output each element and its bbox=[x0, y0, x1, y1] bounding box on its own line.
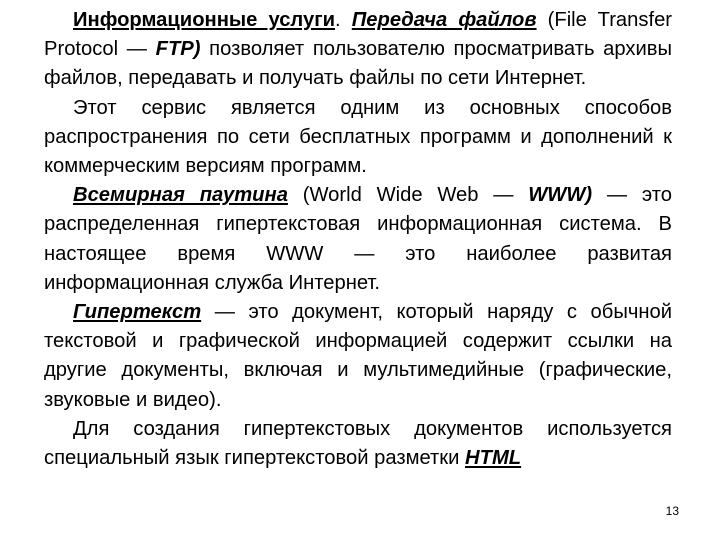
paragraph-www bbox=[44, 181, 672, 298]
www-expansion-text: (World Wide Web — bbox=[287, 184, 529, 207]
paragraph-html bbox=[44, 415, 672, 473]
term-html: HTML bbox=[465, 447, 522, 470]
www-abbreviation: WWW) bbox=[528, 184, 593, 207]
paragraph-service bbox=[44, 94, 672, 182]
service-description-text: Этот сервис является одним из основных способов распространения по сети бесплатных программ и дополнений к коммерческим версиям программ. bbox=[44, 96, 672, 178]
page-number: 13 bbox=[665, 504, 679, 518]
term-file-transfer: Передача файлов bbox=[351, 9, 537, 31]
paragraph-hypertext bbox=[44, 298, 672, 415]
html-description-text: Для создания гипертекстовых документов используется специальный язык гипертекстовой разметки bbox=[44, 417, 672, 470]
separator-text: . bbox=[335, 9, 352, 31]
ftp-abbreviation: FTP) bbox=[155, 38, 201, 61]
hypertext-description-text: — это документ, который наряду с обычной текстовой и графической информацией содержит ссылки на другие документы, включая и мультимедийные (графические, звуковые и видео). bbox=[44, 301, 672, 411]
paragraph-ftp bbox=[44, 6, 672, 94]
term-information-services: Информационные услуги bbox=[73, 9, 336, 31]
term-world-wide-web: Всемирная паутина bbox=[73, 184, 288, 207]
ftp-expansion-text: (File Transfer Protocol — bbox=[44, 9, 673, 61]
term-hypertext: Гипертекст bbox=[73, 301, 202, 324]
www-description-text: — это распределенная гипертекстовая информационная система. В настоящее время WWW — это наиболее развитая информационная служба Интернет. bbox=[44, 184, 672, 294]
ftp-description-text: позволяет пользователю просматривать архивы файлов, передавать и получать файлы по сети Интернет. bbox=[44, 38, 672, 90]
slide-body bbox=[44, 6, 672, 473]
